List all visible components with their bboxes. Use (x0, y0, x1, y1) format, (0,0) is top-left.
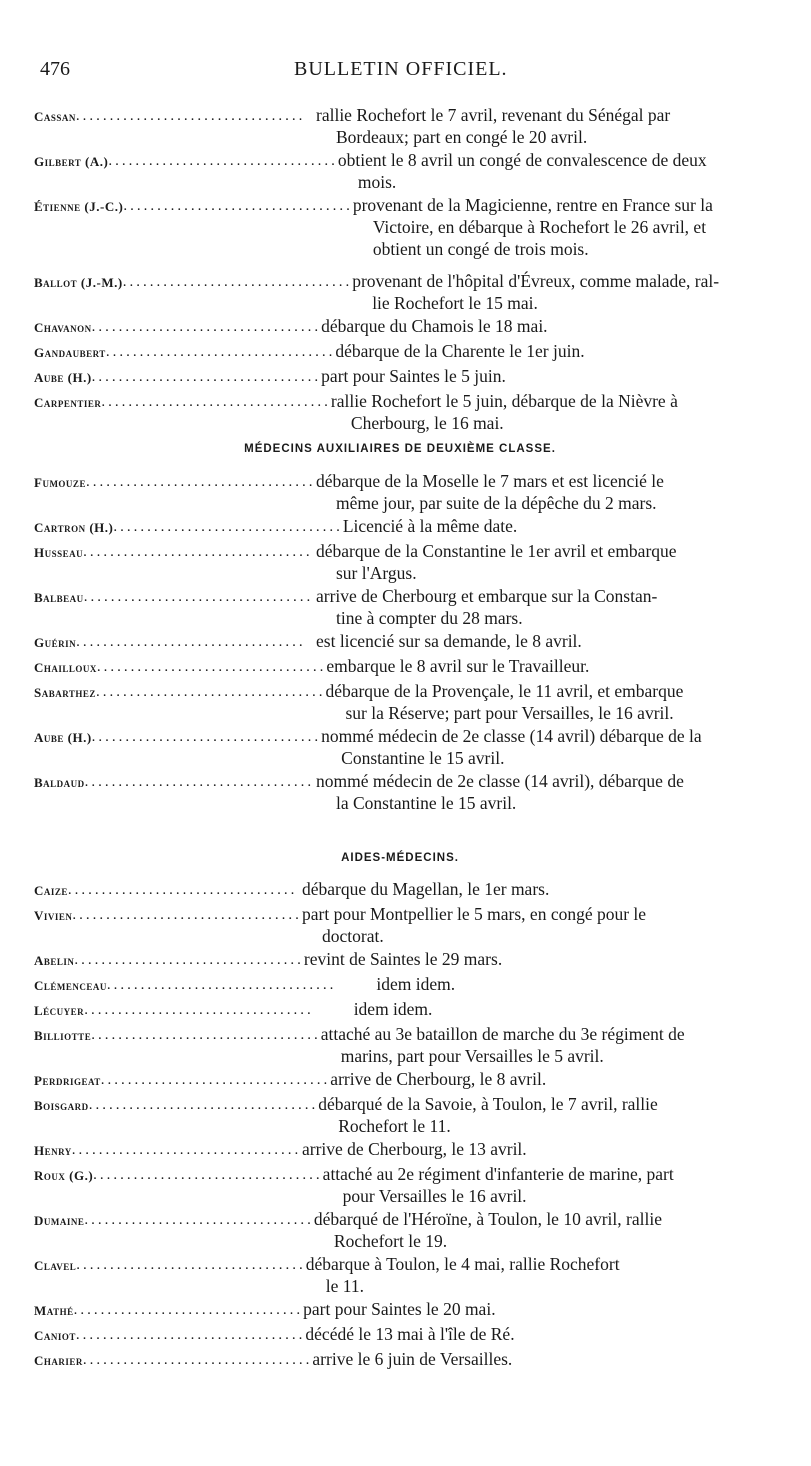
leader-dots: .................................. (105, 344, 336, 360)
entry-vivien (34, 903, 774, 947)
leader-dots: .................................. (83, 544, 313, 560)
entry-name: Balbeau (34, 590, 84, 605)
leader-dots: .................................. (74, 952, 304, 968)
entry-name: Fumouze (34, 475, 86, 490)
entry-name: Carpentier (34, 395, 102, 410)
leader-dots: .................................. (100, 1072, 331, 1088)
leader-dots: .................................. (73, 1302, 304, 1318)
page-number: 476 (40, 58, 70, 80)
entry-description: idem idem. (353, 999, 433, 1019)
leader-dots: .................................. (123, 198, 353, 214)
leader-dots: .................................. (93, 1167, 323, 1183)
entry-description: débarque du Magellan, le 1er mars. (302, 879, 550, 899)
entry-cartron (34, 515, 774, 539)
entry-name: Roux (G.) (34, 1168, 94, 1183)
entry-description: part pour Saintes le 5 juin. (321, 366, 506, 386)
entry-name: Billiotte (34, 1028, 92, 1043)
entry-description: attaché au 3e bataillon de marche du 3e régiment de marins, part pour Versailles le 5 avril. (320, 1024, 685, 1066)
page-header (34, 58, 754, 88)
entry-description: débarqué de l'Héroïne, à Toulon, le 10 avril, rallie Rochefort le 19. (313, 1209, 662, 1251)
entry-caniot (34, 1323, 774, 1347)
entry-description: débarque de la Constantine le 1er avril et embarque sur l'Argus. (316, 541, 677, 583)
entry-name: Lécuyer (34, 1003, 85, 1018)
entry-charier (34, 1348, 774, 1372)
entry-description: arrive de Cherbourg, le 13 avril. (302, 1139, 527, 1159)
entry-description: revint de Saintes le 29 mars. (303, 949, 503, 969)
entry-description: provenant de la Magicienne, rentre en France sur la Victoire, en débarque à Rochefort le 26 avril, et obtient un congé de trois mois. (352, 195, 713, 259)
leader-dots: .................................. (122, 274, 353, 290)
leader-dots: .................................. (84, 774, 315, 790)
entry-guerin (34, 630, 774, 654)
section-heading-auxiliaires: MÉDECINS AUXILIAIRES DE DEUXIÈME CLASSE. (244, 443, 556, 455)
entry-chavanon (34, 315, 774, 339)
section-medecins (34, 104, 774, 435)
entry-description: idem idem. (376, 974, 456, 994)
entry-description: débarque du Chamois le 18 mai. (321, 316, 548, 336)
entry-name: Mathé (34, 1303, 74, 1318)
entry-balbeau (34, 585, 774, 629)
entry-name: Abelin (34, 953, 75, 968)
entry-caize (34, 878, 774, 902)
entry-gandaubert (34, 340, 774, 364)
entry-abelin (34, 948, 774, 972)
entry-etienne (34, 194, 774, 260)
leader-dots: .................................. (91, 729, 322, 745)
leader-dots: .................................. (84, 1002, 314, 1018)
leader-dots: .................................. (82, 1352, 313, 1368)
entry-name: Aube (H.) (34, 730, 92, 745)
leader-dots: .................................. (76, 1257, 306, 1273)
entry-name: Cartron (H.) (34, 520, 114, 535)
entry-perdrigeat (34, 1068, 774, 1092)
entry-name: Chavanon (34, 320, 92, 335)
entry-chailloux (34, 655, 774, 679)
entry-name: Sabarthez (34, 685, 96, 700)
entry-name: Vivien (34, 908, 73, 923)
entry-name: Henry (34, 1143, 72, 1158)
leader-dots: .................................. (84, 1212, 314, 1228)
leader-dots: .................................. (75, 108, 306, 124)
entry-description: provenant de l'hôpital d'Évreux, comme malade, ral- lie Rochefort le 15 mai. (352, 271, 720, 313)
entry-roux (34, 1163, 774, 1207)
entry-description: obtient le 8 avril un congé de convalescence de deux mois. (337, 150, 707, 192)
entry-lecuyer (34, 998, 774, 1022)
leader-dots: .................................. (101, 394, 331, 410)
entry-gilbert (34, 149, 774, 193)
entry-name: Boisgard (34, 1098, 89, 1113)
entry-billiotte (34, 1023, 774, 1067)
entry-ballot (34, 270, 774, 314)
entry-description: débarque de la Moselle le 7 mars et est licencié le même jour, par suite de la dépêche du 2 mars. (316, 471, 664, 513)
entry-name: Gandaubert (34, 345, 106, 360)
entry-description: nommé médecin de 2e classe (14 avril), débarque de la Constantine le 15 avril. (316, 771, 684, 813)
entry-name: Aube (H.) (34, 370, 92, 385)
entry-carpentier (34, 390, 774, 434)
entry-description: arrive de Cherbourg et embarque sur la Constan- tine à compter du 28 mars. (316, 586, 658, 628)
entry-sabarthez (34, 680, 774, 724)
entry-name: Guérin (34, 635, 77, 650)
leader-dots: .................................. (96, 659, 327, 675)
entry-name: Dumaine (34, 1213, 85, 1228)
entry-description: rallie Rochefort le 5 juin, débarque de la Nièvre à Cherbourg, le 16 mai. (330, 391, 678, 433)
leader-dots: .................................. (95, 684, 326, 700)
entry-name: Charier (34, 1353, 83, 1368)
entry-clavel (34, 1253, 774, 1297)
leader-dots: .................................. (88, 1097, 319, 1113)
leader-dots: .................................. (67, 882, 298, 898)
entry-dumaine (34, 1208, 774, 1252)
entry-name: Clémenceau (34, 978, 107, 993)
section-medecins-auxiliaires (34, 470, 774, 815)
entry-cassan (34, 104, 774, 148)
entry-description: débarqué de la Savoie, à Toulon, le 7 avril, rallie Rochefort le 11. (318, 1094, 658, 1136)
entry-aube (34, 365, 774, 389)
leader-dots: .................................. (76, 634, 306, 650)
entry-name: Perdrigeat (34, 1073, 101, 1088)
entry-name: Ballot (J.-M.) (34, 275, 123, 290)
entry-description: débarque à Toulon, le 4 mai, rallie Rochefort le 11. (305, 1254, 620, 1296)
leader-dots: .................................. (91, 319, 322, 335)
entry-name: Clavel (34, 1258, 77, 1273)
section-aides-medecins (34, 878, 774, 1373)
leader-dots: .................................. (72, 907, 302, 923)
entry-husseau (34, 540, 774, 584)
entry-description: nommé médecin de 2e classe (14 avril) débarque de la Constantine le 15 avril. (321, 726, 702, 768)
entry-description: est licencié sur sa demande, le 8 avril. (316, 631, 582, 651)
entry-name: Baldaud (34, 775, 85, 790)
entry-description: attaché au 2e régiment d'infanterie de marine, part pour Versailles le 16 avril. (322, 1164, 674, 1206)
entry-description: arrive de Cherbourg, le 8 avril. (330, 1069, 547, 1089)
leader-dots: .................................. (91, 369, 322, 385)
entry-name: Caize (34, 883, 68, 898)
entry-aube-2 (34, 725, 774, 769)
entry-description: débarque de la Charente le 1er juin. (335, 341, 585, 361)
entry-description: arrive le 6 juin de Versailles. (312, 1349, 513, 1369)
entry-name: Étienne (J.-C.) (34, 199, 124, 214)
leader-dots: .................................. (75, 1327, 306, 1343)
leader-dots: .................................. (108, 153, 338, 169)
leader-dots: .................................. (85, 474, 316, 490)
entry-fumouze (34, 470, 774, 514)
entry-name: Chailloux (34, 660, 97, 675)
leader-dots: .................................. (91, 1027, 321, 1043)
leader-dots: .................................. (113, 519, 343, 535)
entry-description: débarque de la Provençale, le 11 avril, et embarque sur la Réserve; part pour Versailles, le 16 avril. (325, 681, 684, 723)
running-title: BULLETIN OFFICIEL. (294, 58, 508, 80)
entry-henry (34, 1138, 774, 1162)
entry-boisgard (34, 1093, 774, 1137)
entry-description: Licencié à la même date. (342, 516, 518, 536)
leader-dots: .................................. (83, 589, 314, 605)
entry-description: rallie Rochefort le 7 avril, revenant du Sénégal par Bordeaux; part en congé le 20 avril. (316, 105, 671, 147)
entry-description: part pour Montpellier le 5 mars, en congé pour le doctorat. (302, 904, 647, 946)
entry-name: Caniot (34, 1328, 76, 1343)
entry-name: Husseau (34, 545, 84, 560)
entry-baldaud (34, 770, 774, 814)
section-heading-aides: AIDES-MÉDECINS. (341, 852, 459, 864)
entry-clemenceau (34, 973, 774, 997)
entry-description: décédé le 13 mai à l'île de Ré. (305, 1324, 515, 1344)
leader-dots: .................................. (106, 977, 337, 993)
leader-dots: .................................. (71, 1142, 302, 1158)
entry-name: Cassan (34, 109, 76, 124)
entry-description: embarque le 8 avril sur le Travailleur. (326, 656, 590, 676)
entry-name: Gilbert (A.) (34, 154, 109, 169)
entry-mathe (34, 1298, 774, 1322)
entry-description: part pour Saintes le 20 mai. (303, 1299, 496, 1319)
